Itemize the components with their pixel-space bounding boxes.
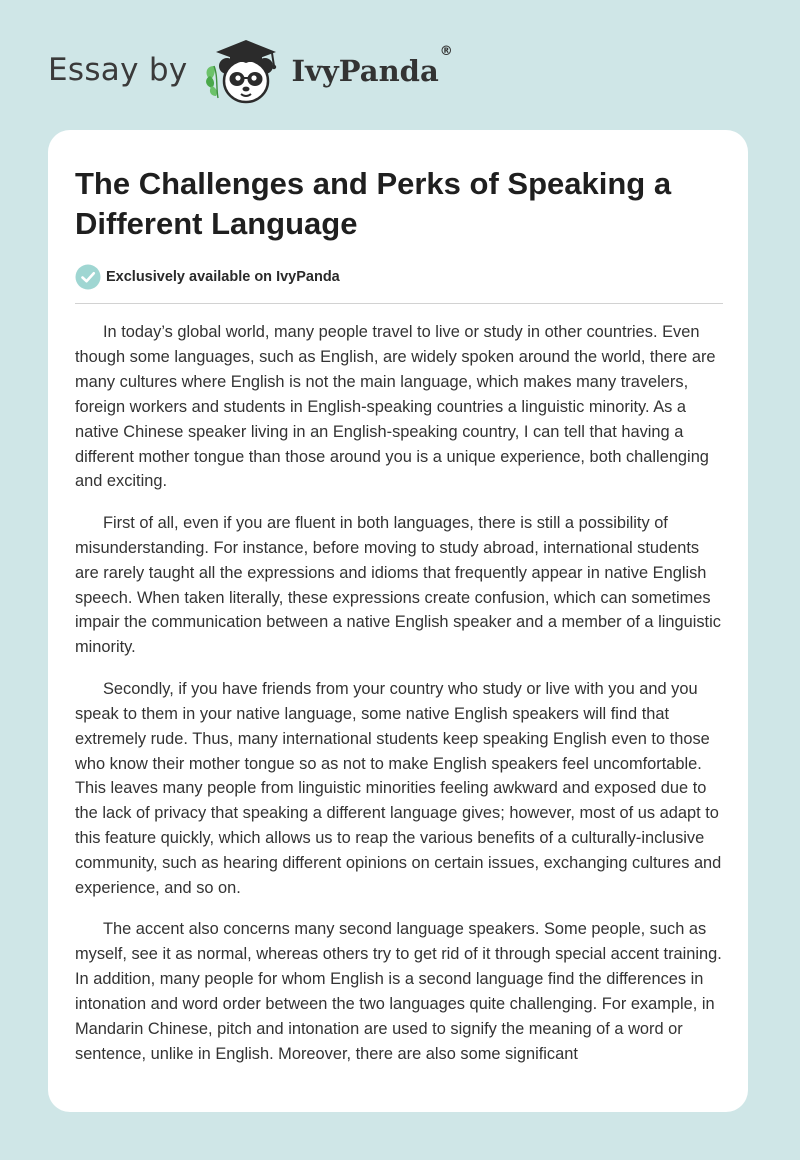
title-divider xyxy=(75,303,723,304)
panda-logo-icon[interactable] xyxy=(202,36,288,108)
site-header xyxy=(48,36,453,108)
paragraph-1: In today’s global world, many people travel to live or study in other countries. Even though some languages, such as English, are widely spoken around the world, there are many cultures where English is not the main language, which makes many travelers, foreign workers and students in English-speaking countries a linguistic minority. As a native Chinese speaker living in an English-speaking country, I can tell that having a different mother tongue than those around you is a unique experience, both challenging and exciting. xyxy=(75,323,716,491)
essay-title: The Challenges and Perks of Speaking a Different Language xyxy=(75,166,672,241)
exclusive-badge-label: Exclusively available on IvyPanda xyxy=(106,269,340,285)
paragraph-2: First of all, even if you are fluent in both languages, there is still a possibility of misunderstanding. For instance, before moving to study abroad, international students are rarely taught all the expressions and idioms that frequently appear in native English speech. When taken literally, these expressions create confusion, which can sometimes impair the communication between a native English speaker and a member of a linguistic minority. xyxy=(75,513,721,657)
essay-by-label: Essay by xyxy=(48,52,188,88)
paragraph-4: The accent also concerns many second language speakers. Some people, such as myself, see it as normal, whereas others try to get rid of it through special accent training. In addition, many people for whom English is a second language find the differences in intonation and word order between the two languages quite challenging. For example, in Mandarin Chinese, pitch and intonation are used to signify the meaning of a word or sentence, unlike in English. Moreover, there are also some significant xyxy=(75,920,722,1063)
paragraph-3: Secondly, if you have friends from your country who study or live with you and you speak to them in your native language, some native English speakers will find that extremely rude. Thus, many international students keep speaking English even to those who know their mother tongue so as not to make English speakers feel uncomfortable. This leaves many people from linguistic minorities feeling awkward and exposed due to the lack of privacy that speaking a different language gives; however, most of us adapt to this feature quickly, which allows us to reap the various benefits of a culturally-inclusive community, such as hearing different opinions on certain issues, exchanging cultures and experience, and so on. xyxy=(75,679,722,898)
check-circle-icon xyxy=(75,264,101,290)
brand-name[interactable] xyxy=(291,44,453,88)
exclusive-badge xyxy=(75,263,721,291)
essay-body xyxy=(75,320,723,1067)
registered-mark: ® xyxy=(439,44,453,59)
brand-name-text: IvyPanda xyxy=(291,54,439,88)
essay-card xyxy=(48,130,748,1112)
